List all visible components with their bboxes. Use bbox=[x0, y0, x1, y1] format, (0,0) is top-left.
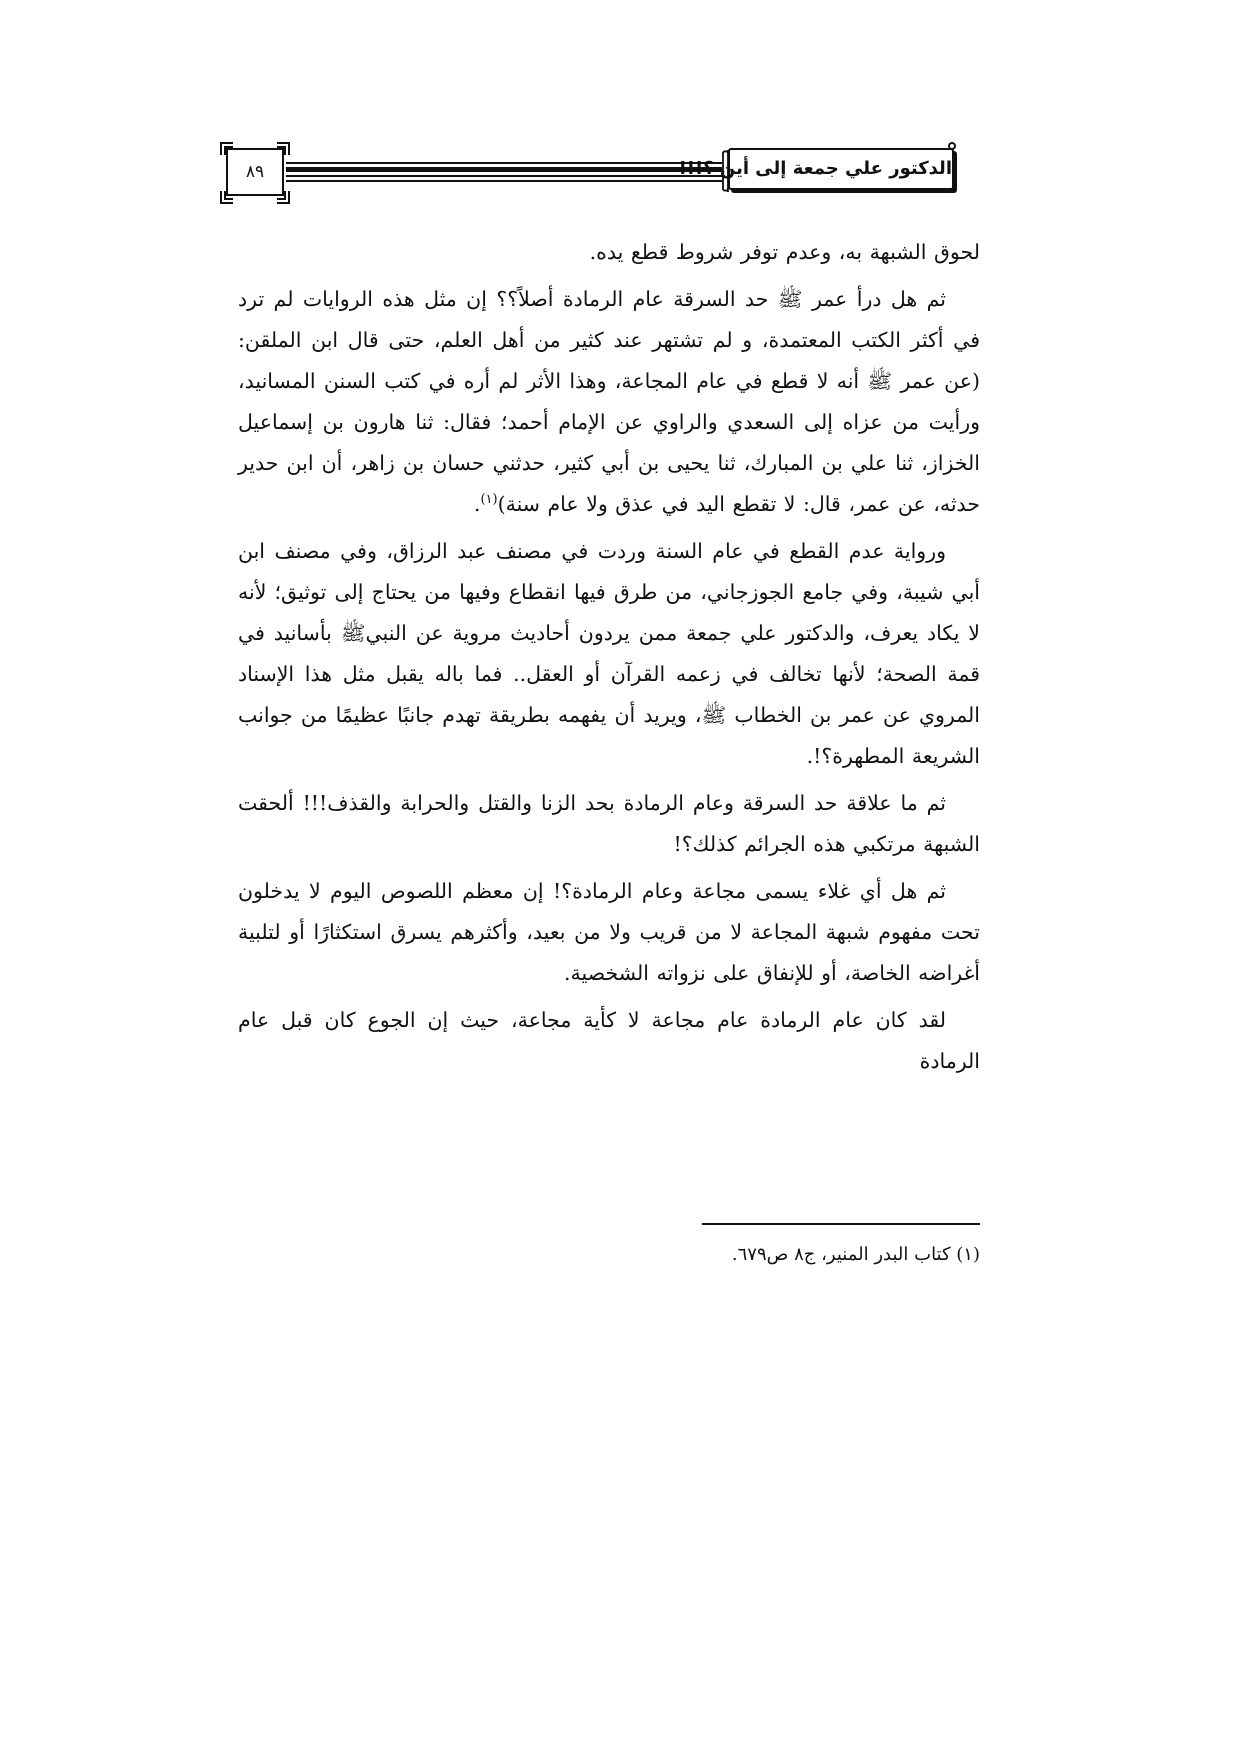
page-header bbox=[0, 140, 1240, 210]
paragraph: ثم ما علاقة حد السرقة وعام الرمادة بحد الزنا والقتل والحرابة والقذف!!! ألحقت الشبهة مرتكبي هذه الجرائم كذلك؟! bbox=[238, 791, 980, 856]
running-title: الدكتور علي جمعة إلى أين ؟!!! bbox=[728, 148, 954, 190]
paragraph: لحوق الشبهة به، وعدم توفر شروط قطع يده. bbox=[589, 240, 980, 264]
scroll-curl-right-icon bbox=[948, 142, 956, 150]
header-rule-thick bbox=[286, 167, 722, 172]
paragraph: ثم هل أي غلاء يسمى مجاعة وعام الرمادة؟! إن معظم اللصوص اليوم لا يدخلون تحت مفهوم شبهة المجاعة لا من قريب ولا من بعيد، وأكثرهم يسرق استكثارًا أو لتلبية أغراضه الخاصة، أو للإنفاق على نزواته الشخصية. bbox=[238, 879, 980, 985]
paragraph: لقد كان عام الرمادة عام مجاعة لا كأية مجاعة، حيث إن الجوع كان قبل عام الرمادة bbox=[238, 1008, 980, 1073]
footnote: (١) كتاب البدر المنير، ج٨ ص٦٧٩. bbox=[731, 1244, 980, 1265]
paragraph-end: . bbox=[473, 492, 481, 516]
footnote-reference: (١) bbox=[480, 492, 498, 508]
paragraph bbox=[238, 279, 980, 525]
footnote-separator bbox=[702, 1223, 980, 1225]
paragraph-text: ثم هل درأ عمر ﷺ حد السرقة عام الرمادة أصلاً؟؟ إن مثل هذه الروايات لم ترد في أكثر الكتب المعتمدة، و لم تشتهر عند كثير من أهل العلم، حتى قال ابن الملقن: (عن عمر ﷺ أنه لا قطع في عام المجاعة، وهذا الأثر لم أره في كتب السنن المسانيد، ورأيت من عزاه إلى السعدي والراوي عن الإمام أحمد؛ فقال: ثنا هارون بن إسماعيل الخزاز، ثنا علي بن المبارك، ثنا يحيى بن أبي كثير، حدثني حسان بن زاهر، أن ابن حدير حدثه، عن عمر، قال: لا تقطع اليد في عذق ولا عام سنة) bbox=[238, 287, 980, 516]
page-number: ٨٩ bbox=[226, 148, 284, 196]
paragraph: ورواية عدم القطع في عام السنة وردت في مصنف عبد الرزاق، وفي مصنف ابن أبي شيبة، وفي جامع الجوزجاني، من طرق فيها انقطاع وفيها من يحتاج إلى توثيق؛ لأنه لا يكاد يعرف، والدكتور علي جمعة ممن يردون أحاديث مروية عن النبيﷺ بأسانيد في قمة الصحة؛ لأنها تخالف في زعمه القرآن أو العقل.. فما باله يقبل مثل هذا الإسناد المروي عن عمر بن الخطاب ﷺ، ويريد أن يفهمه بطريقة تهدم جانبًا عظيمًا من جوانب الشريعة المطهرة؟!. bbox=[238, 539, 980, 768]
body-text bbox=[238, 232, 980, 1088]
header-rule-bottom bbox=[286, 175, 722, 177]
header-rule-top bbox=[286, 162, 722, 164]
header-rule-base bbox=[286, 180, 722, 182]
